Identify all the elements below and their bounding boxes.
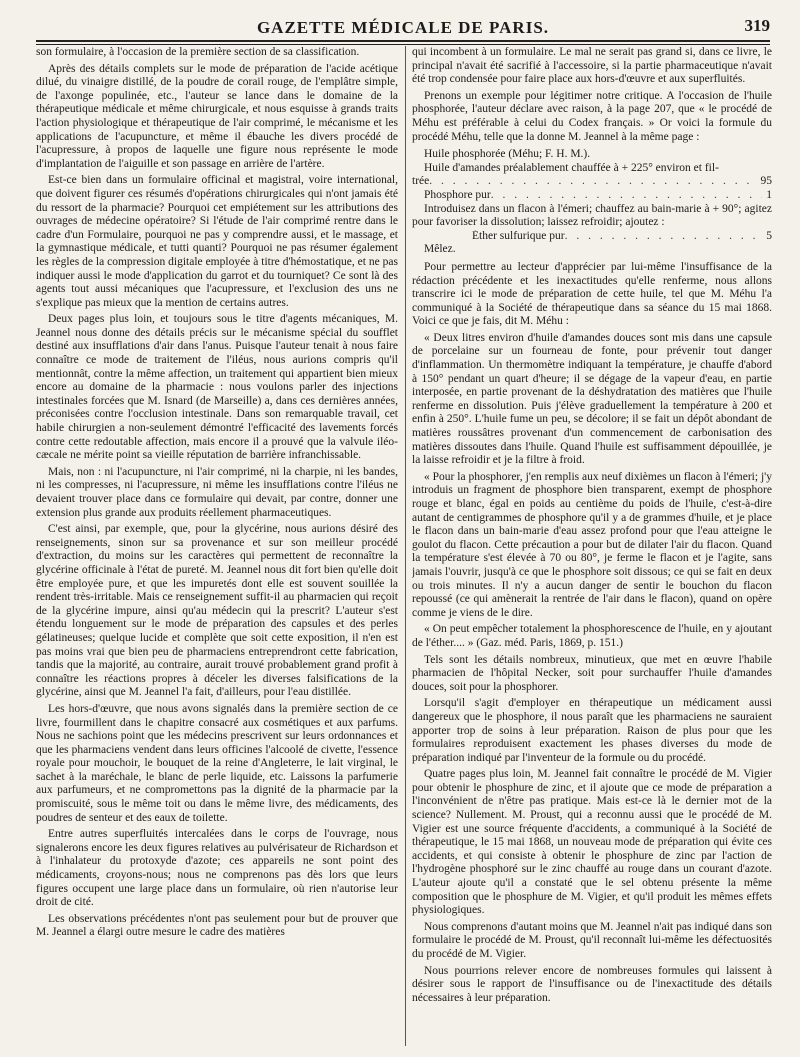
page-number: 319 <box>744 16 770 35</box>
formula-line: Phosphore pur <box>424 188 491 201</box>
formula-value: 5 <box>766 229 772 242</box>
leader-dots <box>429 175 756 189</box>
paragraph: Après des détails complets sur le mode de préparation de l'acide acétique dilué, du vinaigre distillé, de la poudre de corail rouge, de l'emplâtre simple, de l'axonge populinée, etc., l'auteur se lance dans le domaine de la thérapeutique médicale et même chirurgicale, et nous esquisse à grands traits l'action physiologique et thérapeutique de l'air comprimé, le mécanisme et les applications de l'acupuncture, et même il ébauche les divers procédé de l'acupressure, à propos de laquelle une figure nous représente le mode d'implantation de l'aiguille et son passage en arrière de l'artère. <box>36 62 398 170</box>
column-divider <box>405 46 406 1046</box>
formula-line: Mêlez. <box>424 243 456 256</box>
leader-dots <box>491 189 762 203</box>
paragraph: Est-ce bien dans un formulaire officinal et magistral, voire international, que doivent figurer ces résumés d'opérations chirurgicales qui n'ont jamais été du ressort de la pharmacie? Pourquoi cet empiétement sur les attributions des ouvrages de médecine opératoire? Si l'étude de l'air comprimé rentre dans le cadre d'un Formulaire, pourquoi ne pas y comprendre aussi, et le massage, et la gymnastique médicale, et tutti quanti? Pourquoi ne pas résumer également les règles de la compression digitale employée à titre d'hémostatique, et ne pas indiquer aussi le mode d'application du garrot et du tourniquet? Ce sont là des agents tout aussi mécaniques que l'acupressure, et l'exclusion des uns ne s'explique pas mieux que la mention de certains autres. <box>36 174 398 309</box>
paragraph: qui incombent à un formulaire. Le mal ne serait pas grand si, dans ce livre, le principal n'avait été sacrifié à l'accessoire, si la partie pharmaceutique n'avait été trop condensée pour faire place aux hors-d'œuvre et aux superfluités. <box>412 46 772 86</box>
paragraph: Nous pourrions relever encore de nombreuses formules qui laissent à désirer sous le rapport de l'insuffisance ou de l'inexactitude des détails nécessaires à leur préparation. <box>412 964 772 1004</box>
paragraph: « On peut empêcher totalement la phosphorescence de l'huile, en y ajoutant de l'éther.... » (Gaz. méd. Paris, 1869, p. 151.) <box>412 623 772 649</box>
paragraph: Prenons un exemple pour légitimer notre critique. A l'occasion de l'huile phosphorée, l'auteur déclare avec raison, à la page 207, que « le procédé de Méhu est préférable à celui du Codex français. » Or voici la formule du procédé Méhu, telle que la donne M. Jeannel à la même page : <box>412 89 772 143</box>
formula-value: 1 <box>766 188 772 201</box>
formula-line: Éther sulfurique pur <box>472 229 565 242</box>
formula-title: Huile phosphorée (Méhu; F. H. M.). <box>424 148 591 161</box>
paragraph: Les observations précédentes n'ont pas seulement pour but de prouver que M. Jeannel a élargi outre mesure le cadre des matières <box>36 912 398 939</box>
paragraph: Deux pages plus loin, et toujours sous le titre d'agents mécaniques, M. Jeannel nous donne des détails précis sur le mécanisme spécial du soufflet destiné aux insufflations d'air dans l'anus. Puisque l'auteur tenait à nous faire connaître ce mode de traitement de l'iléus, nous aurions compris qu'il mentionnât, contre la même affection, un traitement qui appartient bien mieux encore au domaine de la pharmacie : nous voulons parler des injections intestinales forcées que M. Isnard (de Marseille) a, dans ces dernières années, préconisées contre l'occlusion intestinale. Dans son remarquable travail, cet habile chirurgien a non-seulement démontré l'efficacité des lavements forcés contre cette redoutable affection, mais encore il a prouvé que la valvule iléo-cæcale ne mérite point sa vieille réputation de barrière infranchissable. <box>36 313 398 462</box>
paragraph: Quatre pages plus loin, M. Jeannel fait connaître le procédé de M. Vigier pour obtenir le phosphure de zinc, et il ajoute que ce mode de préparation a l'inconvénient de n'être pas pratique. Mais est-ce là le dernier mot de la science? Nullement. M. Proust, qui a reconnu aussi que le procédé de M. Vigier est une source fréquente d'accidents, a communiqué à la Société de thérapeutique, le 15 mai 1868, un nouveau mode de préparation qui évite ces accidents, et qui consiste à obtenir le phosphure de zinc par l'action de l'hydrogène phosphoré sur le zinc chauffé au rouge dans un courant d'azote. L'auteur ajoute qu'il a constaté que le sel obtenu présente la même composition que le phosphure de M. Vigier, et qu'il produit les mêmes effets physiologiques. <box>412 768 772 917</box>
formula-line: trée <box>412 175 430 188</box>
formula-line: Huile d'amandes préalablement chauffée à + 225° environ et fil- <box>424 161 719 174</box>
paragraph: Entre autres superfluités intercalées dans le corps de l'ouvrage, nous signalerons encore les deux figures relatives au pulvérisateur de Richardson et à l'inhalateur du protoxyde d'azote; ces appareils ne sont point des médicaments, croyons-nous; nous ne comprenons pas dès lors que leurs figures occupent une large place dans un formulaire, où rien n'autorise leur droit de cité. <box>36 828 398 909</box>
paragraph: Les hors-d'œuvre, que nous avons signalés dans la première section de ce livre, fourmillent dans le chapitre consacré aux cosmétiques et aux parfums. Nous ne sachions point que les médecins prescrivent sur leurs ordonnances et que les pharmaciens vendent dans leurs officines l'alcoolé de civette, l'essence royale pour mouchoir, le bouquet de la reine d'Angleterre, le lait virginal, le sachet à la maréchale, le blanc de perle liquide, etc. Laissons la parfumerie aux parfumeurs, et ne compromettons pas la dignité de la pharmacie par la promiscuité, sous le même toit ou dans le même livre, des médicaments, des poudres de senteur et des eaux de toilette. <box>36 702 398 824</box>
paragraph: « Deux litres environ d'huile d'amandes douces sont mis dans une capsule de porcelaine sur un fourneau de fonte, pour prévenir tout danger d'inflammation. Un thermomètre indiquant la température, je chauffe d'abord à 150° pendant un quart d'heure; il se dégage de la vapeur d'eau, en partie interposée, en partie provenant de la déshydratation des matières que l'huile renferme en dissolution. Puis j'élève graduellement la température à 200 et enfin à 250°. L'huile fume un peu, se décolore; il se fait un dépôt abondant de matières roussâtres provenant d'un commencement de carbonisation des matières dissoutes dans l'huile. Quand l'huile est suffisamment dépouillée, je la laisse refroidir et je la filtre à froid. <box>412 331 772 467</box>
paragraph: Lorsqu'il s'agit d'employer en thérapeutique un médicament aussi dangereux que le phosphore, il nous paraît que les pharmaciens ne sauraient apporter trop de soins à leur préparation. Raison de plus pour que les formulaires reproduisent exactement les phases diverses du mode de préparation indiqué par l'inventeur de la formule ou du procédé. <box>412 697 772 764</box>
journal-title: GAZETTE MÉDICALE DE PARIS. <box>256 18 550 37</box>
leader-dots <box>565 230 763 244</box>
formula-instruction: Introduisez dans un flacon à l'émeri; chauffez au bain-marie à + 90°; agitez pour favoriser la dissolution; laissez refroidir; ajoutez : <box>412 202 772 229</box>
header-rule-thin <box>36 44 770 45</box>
page-header <box>36 14 770 40</box>
paragraph: Pour permettre au lecteur d'apprécier par lui-même l'insuffisance de la rédaction précédente et les inexactitudes qu'elle renferme, nous allons transcrire ici le mode de préparation de cette huile, tel que M. Méhu l'a communiqué à la Société de thérapeutique dans sa séance du 15 mai 1868. Voici ce que je fais, dit M. Méhu : <box>412 260 772 328</box>
right-column <box>412 46 772 1050</box>
formula-block <box>412 148 772 257</box>
paragraph: « Pour la phosphorer, j'en remplis aux neuf dixièmes un flacon à l'émeri; j'y introduis un fragment de phosphore bien transparent, exempt de phosphore rouge et blanc, égal en poids au centième du poids de l'huile, c'est-à-dire autant de centigrammes de phosphore qu'il y a de grammes d'huile, et je place le flacon dans un bain-marie d'eau assez profond pour que l'eau atteigne le goulot du flacon. Cette précaution a pour but de dilater l'air du flacon. Quand la température s'est élevée à 70 ou 80°, je ferme le flacon et je l'agite, sans jamais l'ouvrir, jusqu'à ce que le phosphore soit dissous; ce qui se fait en deux ou trois minutes. Il n'y a aucun danger de sentir le bouchon du flacon repoussé (ce qui amènerait la rentrée de l'air dans le flacon), quand on opère comme je viens de le dire. <box>412 470 772 619</box>
paragraph: Mais, non : ni l'acupuncture, ni l'air comprimé, ni la charpie, ni les bandes, ni les compresses, ni l'acupressure, ni même les insufflations contre l'iléus ne devaient trouver place dans ce formulaire qui devait, par contre, donner une extension plus grande aux produits réellement pharmaceutiques. <box>36 465 398 519</box>
paragraph: Nous comprenons d'autant moins que M. Jeannel n'ait pas indiqué dans son formulaire le procédé de M. Proust, qu'il reconnaît lui-même les défectuosités du procédé de M. Vigier. <box>412 920 772 960</box>
paragraph: son formulaire, à l'occasion de la première section de sa classification. <box>36 46 360 58</box>
paragraph: Tels sont les détails nombreux, minutieux, que met en œuvre l'habile pharmacien de l'hôpital Necker, soit pour surchauffer l'huile d'amandes douces, soit pour la phosphorer. <box>412 653 772 693</box>
left-column <box>36 46 398 1050</box>
header-rule <box>36 40 770 42</box>
paragraph: C'est ainsi, par exemple, que, pour la glycérine, nous aurions désiré des renseignements, sinon sur sa provenance et sur son meilleur procédé d'extraction, du moins sur les caractères qui permettent de reconnaître la glycérine officinale à l'état de pureté. M. Jeannel nous dit fort bien qu'elle doit être employée pure, et que les impuretés dont elle est souvent souillée la rendent très-irritable. Mais ce renseignement suffit-il au pharmacien qui reçoit de la glycérine impure, ainsi qu'au médecin qui la prescrit? L'auteur s'est étendu longuement sur le mode de préparation des capsules et des perles gélatineuses; quelque lucide et complète que soit cette exposition, il n'en est pas moins vrai que bien peu de pharmaciens entreprendront cette fabrication, tandis que la majorité, au contraire, aurait trouvé probablement grand profit à connaître les réactions propres à déceler les diverses falsifications de la glycérine, ainsi que M. Jeannel l'a fait, d'ailleurs, pour l'eau distillée. <box>36 523 398 699</box>
formula-value: 95 <box>760 175 772 188</box>
